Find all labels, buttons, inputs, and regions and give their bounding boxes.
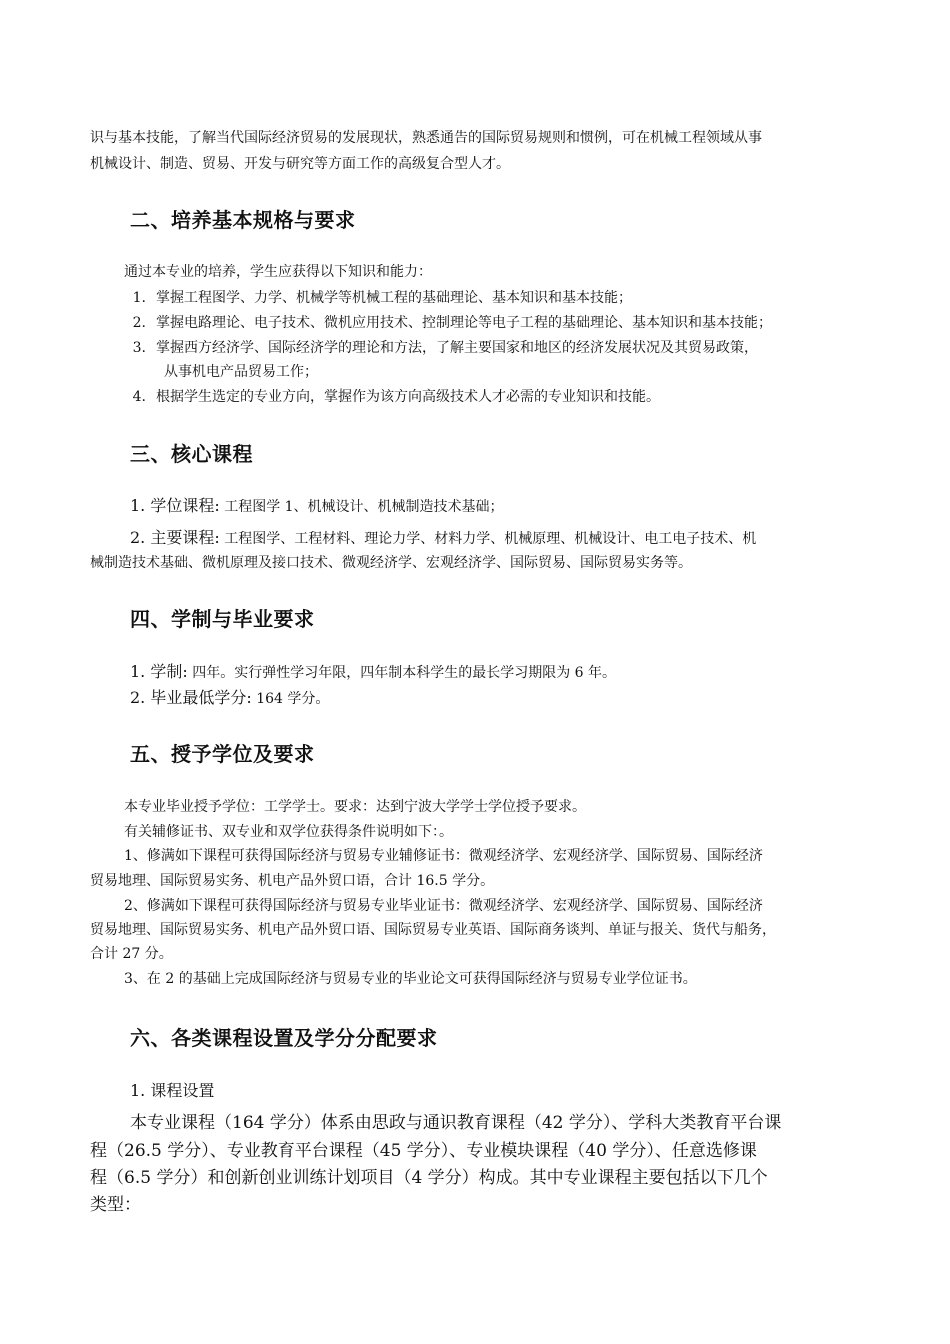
course-setup-subheading: 1. 课程设置 [130,1081,215,1100]
section-3-heading: 三、核心课程 [130,442,253,466]
intro-line-1: 识与基本技能，了解当代国际经济贸易的发展现状，熟悉通告的国际贸易规则和惯例，可在机械工程领域从事 [90,130,762,146]
degree-courses [130,496,504,517]
section-5-heading: 五、授予学位及要求 [130,742,315,766]
section-6-heading: 六、各类课程设置及学分分配要求 [130,1026,438,1050]
min-credits-text: 164 学分。 [256,691,330,707]
double-major-line-1: 2、修满如下课程可获得国际经济与贸易专业毕业证书：微观经济学、宏观经济学、国际贸易、国际经济 [124,898,763,914]
list-text: 掌握工程图学、力学、机械学等机械工程的基础理论、基本知识和基本技能； [156,290,632,306]
list-item [124,338,758,358]
study-length-label: 1. 学制: [130,662,188,681]
course-setup-line-2: 程（26.5 学分）、专业教育平台课程（45 学分）、专业模块课程（40 学分）、任意选修课 [90,1141,757,1161]
study-length-text: 四年。实行弹性学习年限，四年制本科学生的最长学习期限为 6 年。 [192,665,617,681]
course-setup-line-4: 类型： [90,1195,141,1215]
main-courses-continuation: 械制造技术基础、微机原理及接口技术、微观经济学、宏观经济学、国际贸易、国际贸易实务等。 [90,555,692,571]
degree-courses-label: 1. 学位课程: [130,496,220,515]
course-setup-line-1: 本专业课程（164 学分）体系由思政与通识教育课程（42 学分）、学科大类教育平台课 [130,1113,782,1133]
study-length [130,662,616,683]
list-item-continuation: 从事机电产品贸易工作； [164,364,318,380]
minor-certificate-line-2: 贸易地理、国际贸易实务、机电产品外贸口语，合计 16.5 学分。 [90,873,495,889]
double-major-line-3: 合计 27 分。 [90,946,173,962]
section-2-lead: 通过本专业的培养，学生应获得以下知识和能力： [124,264,432,280]
degree-awarded: 本专业毕业授予学位：工学学士。要求：达到宁波大学学士学位授予要求。 [124,799,586,815]
list-text: 根据学生选定的专业方向，掌握作为该方向高级技术人才必需的专业知识和技能。 [156,389,660,405]
list-number: 1. [132,290,146,306]
double-degree-line: 3、在 2 的基础上完成国际经济与贸易专业的毕业论文可获得国际经济与贸易专业学位证书。 [124,971,697,987]
main-courses [130,528,756,549]
section-4-heading: 四、学制与毕业要求 [130,607,315,631]
list-item [124,387,660,407]
course-setup-line-3: 程（6.5 学分）和创新创业训练计划项目（4 学分）构成。其中专业课程主要包括以下几个 [90,1168,768,1188]
certificate-note: 有关辅修证书、双专业和双学位获得条件说明如下：。 [124,824,453,840]
degree-courses-text: 工程图学 1、机械设计、机械制造技术基础； [224,499,504,515]
main-courses-label: 2. 主要课程: [130,528,220,547]
list-text: 掌握电路理论、电子技术、微机应用技术、控制理论等电子工程的基础理论、基本知识和基本技能； [156,315,772,331]
double-major-line-2: 贸易地理、国际贸易实务、机电产品外贸口语、国际贸易专业英语、国际商务谈判、单证与报关、货代与船务， [90,922,776,938]
min-credits-label: 2. 毕业最低学分: [130,688,252,707]
main-courses-text: 工程图学、工程材料、理论力学、材料力学、机械原理、机械设计、电工电子技术、机 [224,531,757,547]
list-number: 2. [132,315,146,331]
list-number: 4. [132,389,146,405]
intro-line-2: 机械设计、制造、贸易、开发与研究等方面工作的高级复合型人才。 [90,156,510,172]
list-number: 3. [132,340,146,356]
section-2-heading: 二、培养基本规格与要求 [130,208,356,232]
list-text: 掌握西方经济学、国际经济学的理论和方法，了解主要国家和地区的经济发展状况及其贸易政策， [156,340,758,356]
list-item [124,313,772,333]
min-credits [130,688,329,709]
minor-certificate-line-1: 1、修满如下课程可获得国际经济与贸易专业辅修证书：微观经济学、宏观经济学、国际贸易、国际经济 [124,848,763,864]
list-item [124,288,632,308]
